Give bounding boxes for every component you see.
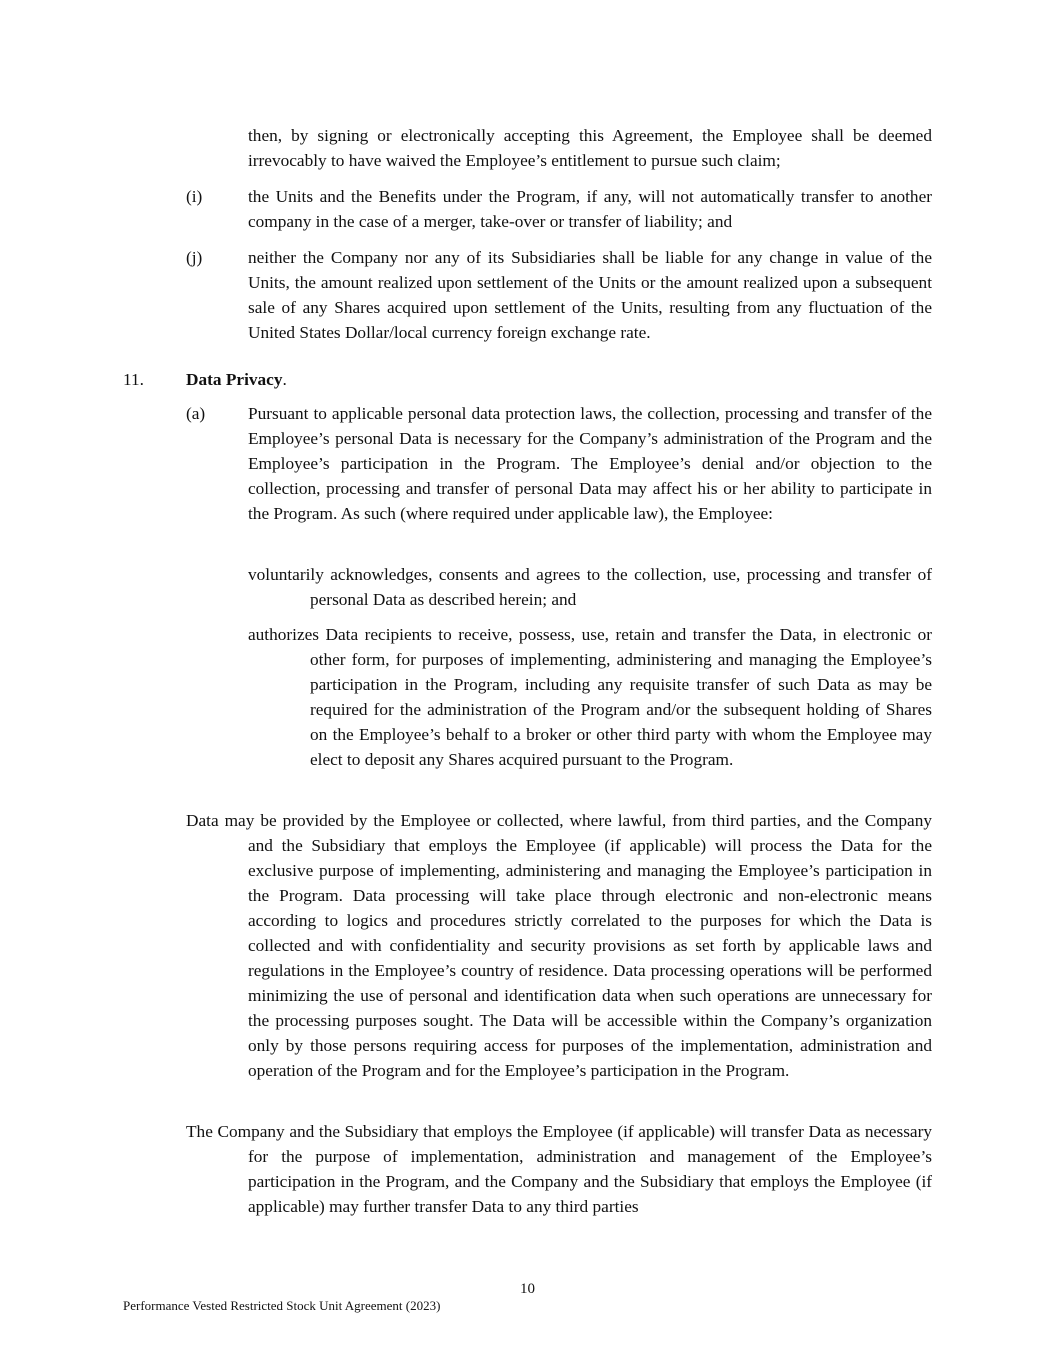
item-j-text: neither the Company nor any of its Subsidiaries shall be liable for any change in value of the Units, the amount realized upon settlement of the Units or the amount realized upon a subsequent sale of any Shares acquired upon settlement of the Units, resulting from any fluctuation of the United States Dollar/local currency foreign exchange rate.: [248, 248, 932, 342]
section-title-text: Data Privacy: [186, 370, 283, 389]
item-i-label: (i): [186, 187, 203, 206]
section-title-suffix: .: [282, 370, 287, 389]
sub-authorizes: authorizes Data recipients to receive, possess, use, retain and transfer the Data, in electronic or other form, for purposes of implementing, administering and managing the Employee’s participation in the Program, including any requisite transfer of such Data as may be required for the administration of the Program and/or the subsequent holding of Shares on the Employee’s behalf to a broker or other third party with whom the Employee may elect to deposit any Shares acquired pursuant to the Program.: [248, 625, 932, 769]
item-a-text: Pursuant to applicable personal data protection laws, the collection, processing and transfer of the Employee’s personal Data is necessary for the Company’s administration of the Program and the Employee’s participation in the Program. The Employee’s denial and/or objection to the collection, processing and transfer of personal Data may affect his or her ability to participate in the Program. As such (where required under applicable law), the Employee:: [248, 404, 932, 523]
item-i-text: the Units and the Benefits under the Program, if any, will not automatically transfer to another company in the case of a merger, take-over or transfer of liability; and: [248, 187, 932, 231]
item-a-label: (a): [186, 404, 206, 423]
continuation-paragraph: then, by signing or electronically accepting this Agreement, the Employee shall be deemed irrevocably to have waived the Employee’s entitlement to pursue such claim;: [248, 126, 932, 170]
section-number: 11.: [123, 370, 144, 389]
section-title: [186, 367, 287, 392]
page-number: 10: [520, 1281, 535, 1297]
sub-voluntarily: voluntarily acknowledges, consents and agrees to the collection, use, processing and transfer of personal Data as described herein; and: [248, 565, 932, 609]
company-paragraph: The Company and the Subsidiary that employs the Employee (if applicable) will transfer Data as necessary for the purpose of implementation, administration and management of the Employee’s participation in the Program, and the Company and the Subsidiary that employs the Employee (if applicable) may further transfer Data to any third parties: [186, 1122, 932, 1216]
data-paragraph: Data may be provided by the Employee or collected, where lawful, from third parties, and the Company and the Subsidiary that employs the Employee (if applicable) will process the Data for the exclusive purpose of implementing, administering and managing the Employee’s participation in the Program. Data processing will take place through electronic and non-electronic means according to logics and procedures strictly correlated to the purposes for which the Data is collected and with confidentiality and security provisions as set forth by applicable laws and regulations in the Employee’s country of residence. Data processing operations will be performed minimizing the use of personal and identification data when such operations are unnecessary for the processing purposes sought. The Data will be accessible within the Company’s organization only by those persons requiring access for purposes of the implementation, administration and operation of the Program and for the Employee’s participation in the Program.: [186, 811, 932, 1080]
item-j-label: (j): [186, 248, 203, 267]
footer-text: Performance Vested Restricted Stock Unit Agreement (2023): [123, 1298, 441, 1313]
